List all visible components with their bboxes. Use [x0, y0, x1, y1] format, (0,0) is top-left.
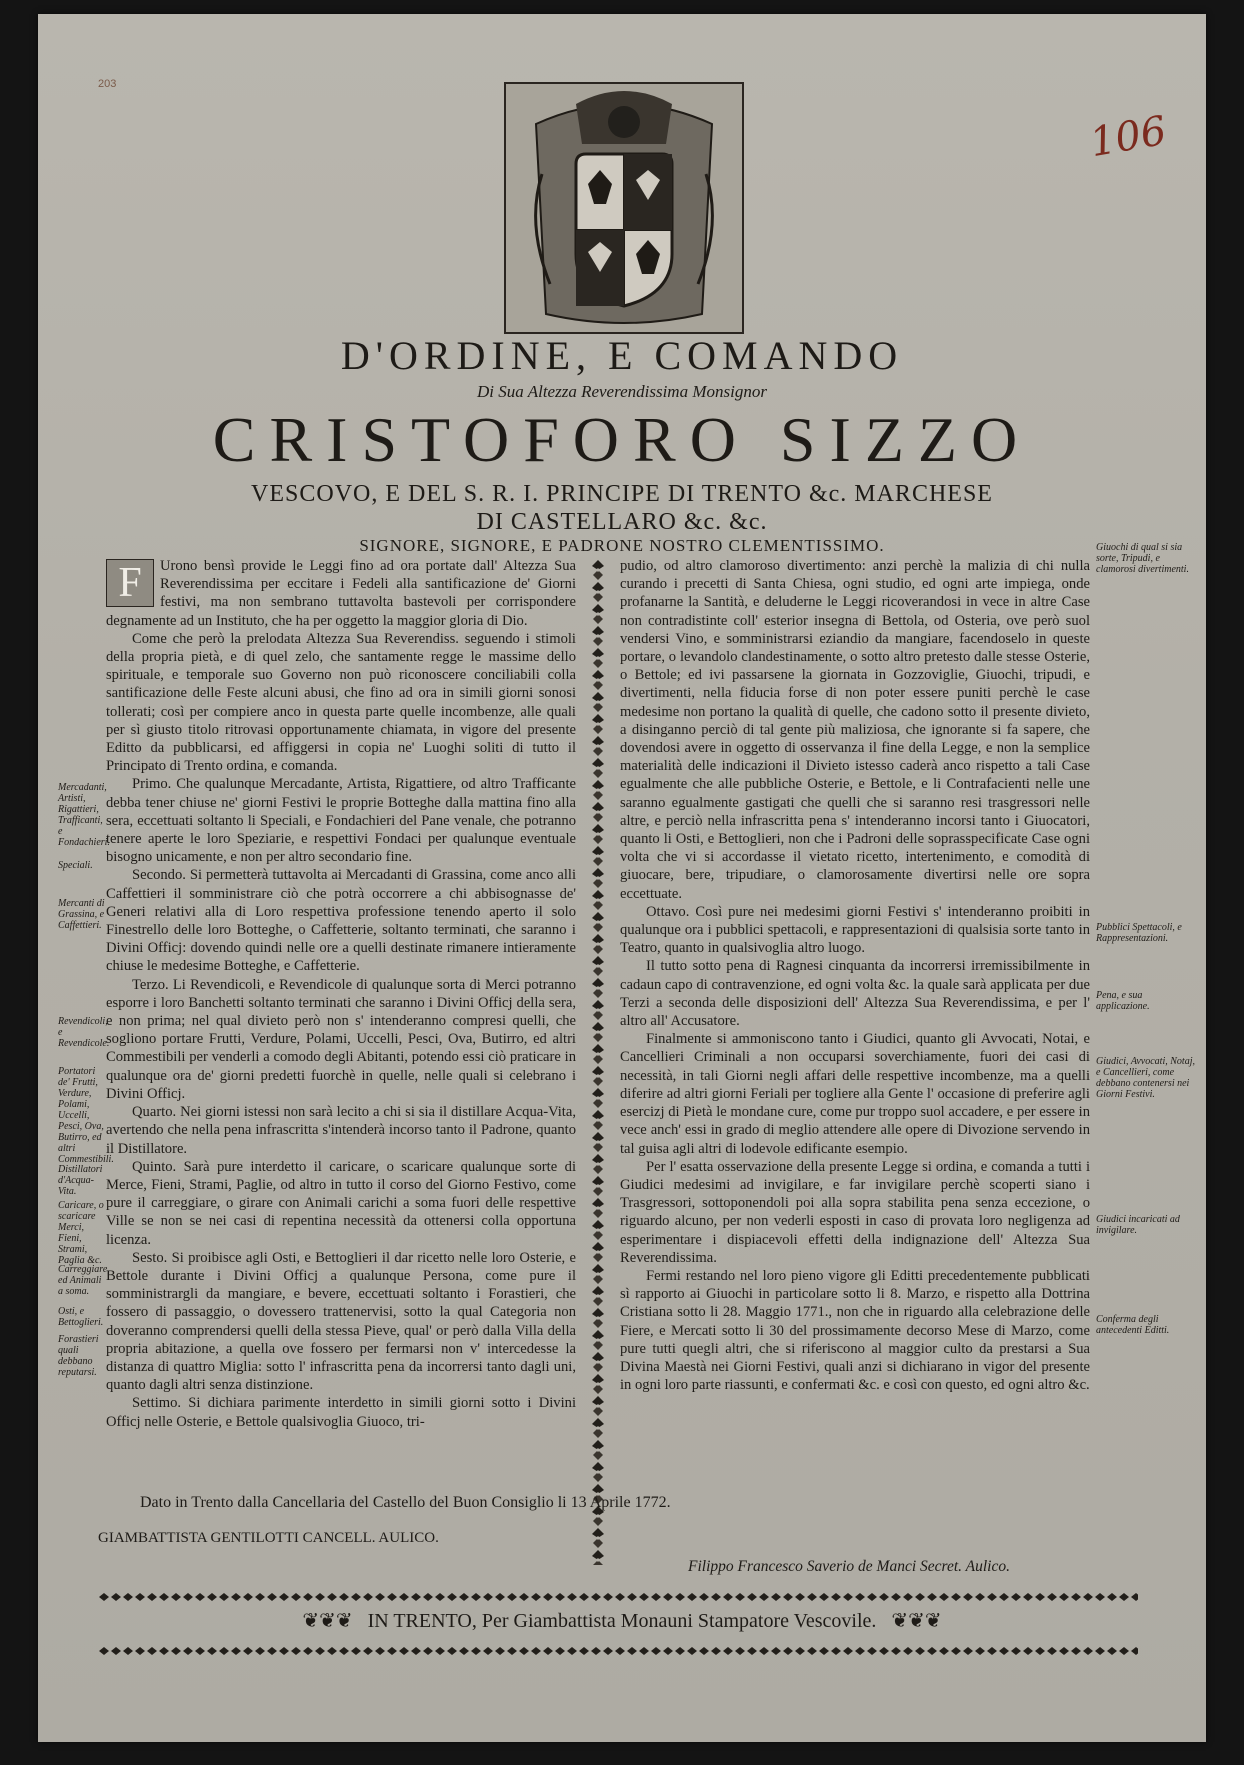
paragraph: Quarto. Nei giorni istessi non sarà lecito a chi si sia il distillare Acqua-Vita, avertendo che nella pena infrascritta s'intenderà incorso tanto il Padrone, quanto il Distillatore.: [106, 1104, 576, 1157]
paragraph: Il tutto sotto pena di Ragnesi cinquanta da incorrersi irremissibilmente in cadaun capo di contravenzione, ed ogni volta &c. la quale sarà applicata per due Terzi a seconda delle disposizioni dell' Altezza Sua Reverendissima, e per l' altro all' Accusatore.: [620, 958, 1090, 1030]
margin-note-left: Distillatori d'Acqua-Vita.: [58, 1164, 103, 1197]
heading-address: SIGNORE, SIGNORE, E PADRONE NOSTRO CLEMENTISSIMO.: [359, 536, 885, 555]
margin-note-left: Caricare, o scaricare Merci, Fieni, Strami, Paglia &c.: [58, 1200, 104, 1266]
margin-note-left: Forastieri quali debbano reputarsi.: [58, 1334, 99, 1378]
heading-title-b: DI CASTELLARO &c. &c.: [476, 509, 768, 535]
margin-note-left: Revendicoli, e Revendicole.: [58, 1016, 110, 1049]
fleuron-icon: ❦❦❦: [881, 1610, 942, 1632]
dropcap-f: F: [106, 559, 154, 607]
paragraph: Terzo. Li Revendicoli, e Revendicole di qualunque sorta di Merci potranno esporre i loro Banchetti soltanto terminati che saranno i Divini Officj della sera, e non prima; nel qual divieto però non s' intenderanno compresi quelli, che sogliono portare Frutti, Verdure, Polami, Uccelli, Pesci, Ova, Butirro, ed altri Commestibili per venderli a comodo degli Abitanti, potendo essi ciò praticare in qualunque ora de' giorni predetti fuorchè in quelle, nelle quali si celebrano i Divini Officj.: [106, 976, 576, 1102]
paragraph: pudio, od altro clamoroso divertimento: anzi perchè la malizia di chi nulla curando i precetti di Santa Chiesa, ogni studio, ed ogni arte impiega, onde profanarne la Santità, e deluderne le Leggi ricoverandosi in vece in altre Case non contradistinte coll' esterior insegna di Bettola, od Osteria, ove però suol vendersi Vino, e somministrarsi eziandio da mangiare, facendoselo in queste portare, o levandolo clandestinamente, o sotto altro pretesto dalle stesse Osterie, o Bettole; ed ivi passarsene la giornata in Gozzoviglie, Giuochi, tripudi, e divertimenti, nella fiducia forse di non poter essere puniti perchè le case medesime non portano la qualità di quelle, che cadono sotto il presente divieto, a disinganno perciò di tal gente più maliziosa, che ignorante si fa sapere, che dovendosi avere in oggetto di osservanza il fine della Legge, e non la semplice materialità delle indicazioni il Divieto istesso caderà anco rispetto a tali Case egualmente che alle pubbliche Osterie, e Bettole, e li Contrafacienti nelle une saranno egualmente gastigati che quelli che si saranno resi trasgressori nelle altre, e perciò nella infrascritta pena s' intenderanno incorsi tanto i Giuocatori, quanto li Osti, e Bettoglieri, non che i Padroni delle soprasspecificate Case ogni volta che vi si accordasse il vietato ricetto, intertenimento, e comodità di giuocare, bere, tripudiare, o clamorosamente divertirsi nelle ore sopra eccettuate.: [620, 558, 1090, 902]
paragraph: Primo. Che qualunque Mercadante, Artista, Rigattiere, od altro Trafficante debba tener chiuse ne' giorni Festivi le proprie Botteghe dalla mattina fino alla sera, eccettuati soltanto li Speciali, e Fondachieri del Pane venale, che potranno tenere aperte le loro Speziarie, e respettivi Fondaci per qualunque eventuale bisogno unicamente, e non per altro secondario fine.: [106, 776, 576, 866]
margin-note-left: Mercadanti, Artisti, Rigattieri, Trafficanti, e Fondachieri.: [58, 782, 110, 848]
margin-note-left: Osti, e Bettoglieri.: [58, 1306, 104, 1328]
paragraph: Urono bensì provide le Leggi fino ad ora portate dall' Altezza Sua Reverendissima per eccitare i Fedeli alla santificazione de' Giorni festivi, ma non sembrano tuttavolta bastevoli per corrispondere degnamente ad un Instituto, che ha per oggetto la maggior gloria di Dio.: [106, 558, 576, 629]
heading-title-a: VESCOVO, E DEL S. R. I. PRINCIPE DI TRENTO &c. MARCHESE: [251, 481, 993, 507]
margin-note-right: Giuochi di qual si sia sorte, Tripudi, e clamorosi divertimenti.: [1096, 542, 1189, 575]
margin-note-right: Giudici incaricati ad invigilare.: [1096, 1214, 1180, 1236]
printer-imprint: [38, 1608, 1206, 1633]
paragraph: Fermi restando nel loro pieno vigore gli Editti precedentemente pubblicati sì rapporto ai Giuochi in particolare sotto li 8. Marzo, e rispetto alla Dottrina Cristiana sotto li 28. Maggio 1771., non che in riguardo alla celebrazione delle Fiere, e Mercati sotto li 30 del prossimamente decorso Mese di Marzo, come pure tutti quegli altri, che si riferiscono al maggior culto da prestarsi a Sua Divina Maestà nei Giorni Festivi, quali anzi si dichiarano in vigor del presente in ogni loro parte riassunti, e confermati &c. e così con questo, ed ogni altro &c.: [620, 1267, 1090, 1394]
margin-note-left: Carreggiare, ed Animali a soma.: [58, 1264, 110, 1297]
coat-of-arms-icon: [504, 82, 744, 334]
margin-note-right: Conferma degli antecedenti Editti.: [1096, 1314, 1170, 1336]
ornamental-rule: [98, 1640, 1138, 1648]
paragraph: Come che però la prelodata Altezza Sua Reverendiss. seguendo i stimoli della propria pietà, e di quel zelo, che santamente regge le massime dello spirituale, e temporale suo Governo non può riconoscere conciliabili colla santificazione delle Feste alcuni abusi, che fino ad ora in simili giorni sonosi tollerati; così per compiere anco in questa parte quelle incombenze, alle quali per sì giusto titolo ritrovasi opportunamente chiamata, in vigore del presente Editto da pubblicarsi, ed affiggersi in copia ne' Luoghi soliti di tutto il Principato di Trento ordina, e comanda.: [106, 630, 576, 775]
margin-note-left: Portatori de' Frutti, Verdure, Polami, Uccelli, Pesci, Ova, Butirro, ed altri Commestibili.: [58, 1066, 114, 1165]
imprint-text: IN TRENTO, Per Giambattista Monauni Stampatore Vescovile.: [367, 1610, 877, 1632]
margin-note-right: Pubblici Spettacoli, e Rappresentazioni.: [1096, 922, 1182, 944]
right-column: [620, 557, 1090, 1394]
paragraph: Finalmente si ammoniscono tanto i Giudici, quanto gli Avvocati, Notai, e Cancellieri Criminali a non occuparsi soverchiamente, fuori dei casi di necessità, in tali Giorni negli affari delle respettive incombenze, ma a quelli diferire ad altri giorni Feriali per togliere alla Gente l' occasione di preferire agli esercizj di Pietà le mondane cure, come pur troppo suol accadere, e per essere in vece anch' essi in grado di meglio attendere alle opere di Divozione servendo in tal guisa agli altri di lodevole edificante esempio.: [620, 1031, 1090, 1157]
heading-highness: Di Sua Altezza Reverendissima Monsignor: [477, 382, 767, 401]
paragraph: Settimo. Si dichiara parimente interdetto in simili giorni sotto i Divini Officj nelle Osterie, e Bettole qualsivoglia Giuoco, tri-: [106, 1395, 576, 1430]
fleuron-icon: ❦❦❦: [302, 1610, 363, 1632]
manuscript-note: 106: [1086, 107, 1170, 167]
archive-number: 203: [98, 78, 117, 90]
paragraph: Ottavo. Così pure nei medesimi giorni Festivi s' intenderanno proibiti in qualunque ora i pubblici spettacoli, e rappresentazioni di qualsisia sorte tanto in Teatro, quanto in qualsivoglia altro luogo.: [620, 903, 1090, 957]
edict-sheet: [38, 14, 1206, 1742]
paragraph: Quinto. Sarà pure interdetto il caricare, o scaricare qualunque sorte di Merce, Fieni, Strami, Paglie, od altro in tutto il corso del Giorno Festivo, come pure il carreggiare, o girare con Animali carichi a soma fuori delle respettive Ville se non se nei casi di repentina necessità da ottenersi colla opportuna licenza.: [106, 1158, 576, 1248]
heading-name: CRISTOFORO SIZZO: [212, 404, 1032, 475]
margin-note-left: Speciali.: [58, 860, 93, 871]
paragraph: Per l' esatta osservazione della presente Legge si ordina, e comanda a tutti i Giudici medesimi ad invigilare, e far invigilare perchè scoperti siano i Trasgressori, sottoponendoli poi alla sopra stabilita pena senza eccezione, o riguardo alcuno, per non vederli esposti in caso di provata loro negligenza ad esperimentare i dispiacevoli effetti della indignazione dell' Altezza Sua Reverendissima.: [620, 1158, 1090, 1266]
heading-titles: [38, 480, 1206, 536]
left-column: [106, 557, 576, 1431]
signature-secretary: Filippo Francesco Saverio de Manci Secret. Aulico.: [688, 1558, 1010, 1575]
ornamental-divider: [586, 559, 610, 1565]
margin-note-right: Giudici, Avvocati, Notaj, e Cancellieri, come debbano contenersi nei Giorni Festivi.: [1096, 1056, 1195, 1100]
dated-line: Dato in Trento dalla Cancellaria del Castello del Buon Consiglio li 13 Aprile 1772.: [140, 1494, 671, 1511]
ornamental-rule: [98, 1586, 1138, 1594]
margin-note-right: Pena, e sua applicazione.: [1096, 990, 1150, 1012]
heading-order: D'ORDINE, E COMANDO: [340, 333, 904, 378]
signature-chancellor: GIAMBATTISTA GENTILOTTI CANCELL. AULICO.: [98, 1530, 439, 1546]
margin-note-left: Mercanti di Grassina, e Caffettieri.: [58, 898, 105, 931]
paragraph: Sesto. Si proibisce agli Osti, e Bettoglieri il dar ricetto nelle loro Osterie, e Bettole durante i Divini Officj a qualunque Persona, come pure il somministrargli da mangiare, e bevere, eccettuati soltanto i Forastieri, che fossero di passaggio, o dovessero trattenervisi, sotto la qual Categoria non doveranno comprendersi quelli della stessa Pieve, qual' or però dalla Villa della propria abitazione, a quella ove fossero per fermarsi non v' intercedesse la distanza di quattro Miglia: sotto l' infrascritta pena da incorrersi tanto dagli uni, quanto dagli altri senza distinzione.: [106, 1249, 576, 1394]
paragraph: Secondo. Si permetterà tuttavolta ai Mercadanti di Grassina, come anco alli Caffettieri il somministrare ciò che potrà occorrere a chi abbisognasse de' Generi relativi alla di Loro respettiva professione tenendo aperto il solo Finestrello delle loro Botteghe, o Caffetterie, soltanto terminati, che saranno i Divini Officj: dovendo quindi nelle ore a quelli destinate rimanere intieramente chiuse le medesime Botteghe, e Caffetterie.: [106, 867, 576, 975]
